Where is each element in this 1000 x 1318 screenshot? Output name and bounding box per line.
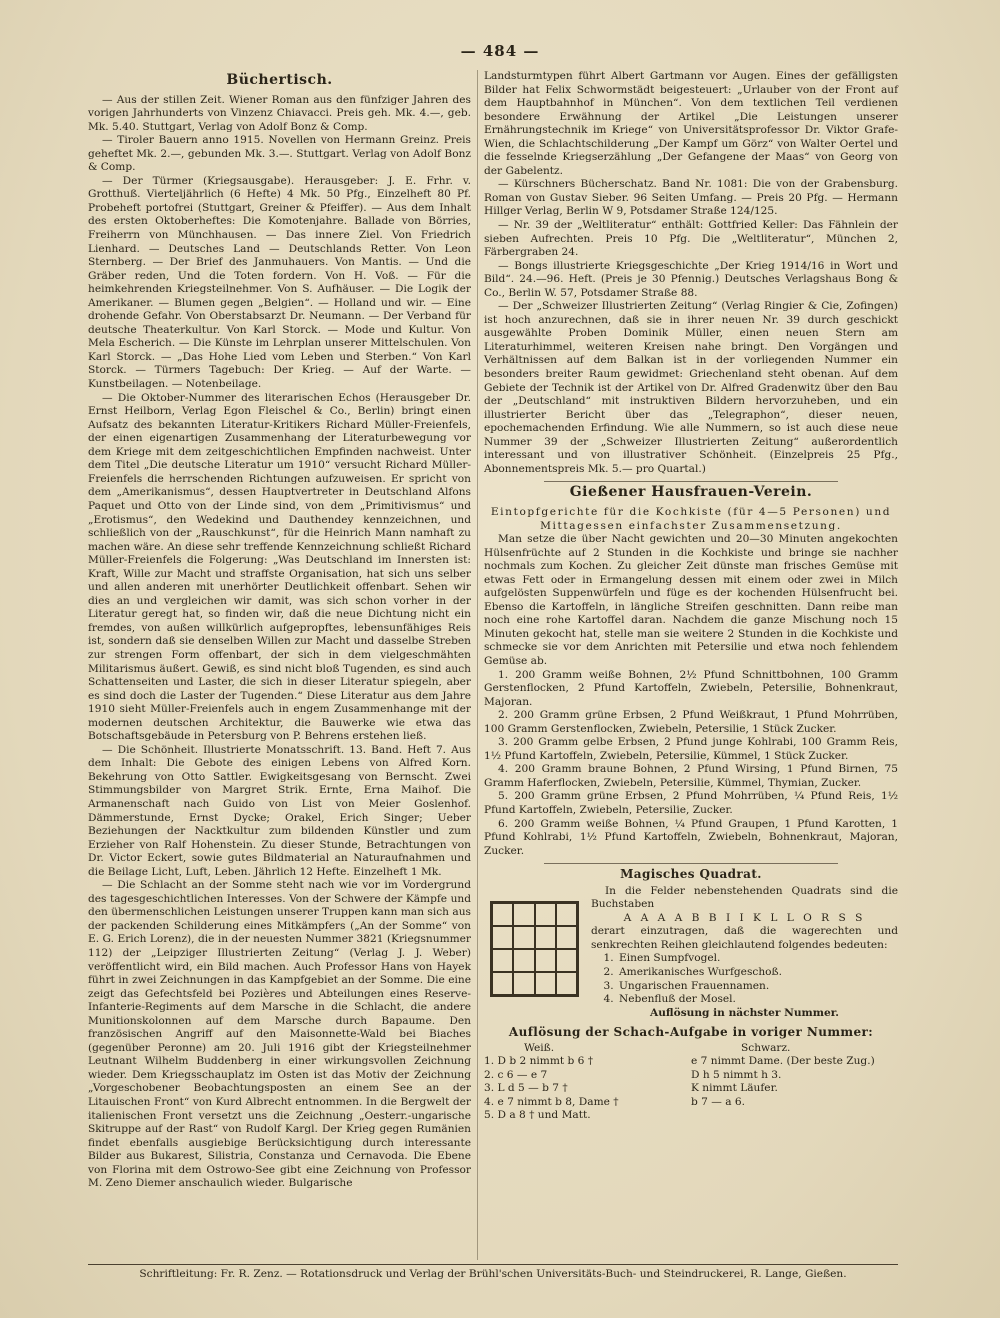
- footer-rule: [88, 1264, 898, 1265]
- book-review: — Kürschners Bücherschatz. Band Nr. 1081: Die von der Grabensburg. Roman von Gustav Sieber. 96 Seiten Umfang. — Preis 20 Pfg. — Hermann Hillger Verlag, Berlin W 9, Potsdamer Straße 124/125.: [484, 178, 898, 218]
- quadrat-item: 4. Nebenfluß der Mosel.: [617, 993, 898, 1007]
- chess-black-move: K nimmt Läufer.: [691, 1082, 778, 1095]
- page-number: — 484 —: [460, 42, 540, 60]
- quadrat-item: 2. Amerikanisches Wurfgeschoß.: [617, 966, 898, 980]
- quadrat-item: 3. Ungarischen Frauennamen.: [617, 980, 898, 994]
- quadrat-block: [484, 885, 898, 1020]
- recipe-item: 2. 200 Gramm grüne Erbsen, 2 Pfund Weißkraut, 1 Pfund Mohrrüben, 100 Gramm Gerstenflocken, Zwiebeln, Petersilie, 1 Stück Zucker.: [484, 709, 898, 735]
- recipe-item: 4. 200 Gramm braune Bohnen, 2 Pfund Wirsing, 1 Pfund Birnen, 75 Gramm Haferflocken, Zwiebeln, Petersilie, Kümmel, Thymian, Zucker.: [484, 763, 898, 789]
- quadrat-list: [591, 952, 898, 1006]
- quadrat-letters: A A A A B B I I K L L O R S S: [623, 911, 866, 924]
- chess-black-move: b 7 — a 6.: [691, 1095, 746, 1108]
- quadrat-item: 1. Einen Sumpfvogel.: [617, 952, 898, 966]
- quadrat-solution-note: Auflösung in nächster Nummer.: [650, 1006, 839, 1019]
- hausfrauen-heading: Gießener Hausfrauen-Verein.: [569, 484, 813, 501]
- section-divider: [544, 481, 838, 482]
- chess-white-move: 4. e 7 nimmt b 8, Dame †: [484, 1095, 619, 1108]
- right-column: [484, 70, 898, 1123]
- column-divider: [477, 70, 478, 1260]
- chess-white-label: Weiß.: [524, 1041, 555, 1054]
- quadrat-instruction: derart einzutragen, daß die wagerechten und senkrechten Reihen gleichlautend folgendes bedeuten:: [591, 925, 898, 951]
- recipe-item: 6. 200 Gramm weiße Bohnen, ¼ Pfund Graupen, 1 Pfund Karotten, 1 Pfund Kohlrabi, 1½ Pfund Kartoffeln, Zwiebeln, Bohnenkraut, Majoran, Zucker.: [484, 817, 898, 857]
- book-review: — Der Türmer (Kriegsausgabe). Herausgeber: J. E. Frhr. v. Grotthuß. Vierteljährlich (6 Hefte) 4 Mk. 50 Pfg., Einzelheft 80 Pf. Probeheft portofrei (Stuttgart, Greiner & Pfeiffer). — Aus dem Inhalt des ersten Oktoberheftes: Die Komotenjahre. Ballade von Börries, Freiherrn von Münchhausen. — Das innere Ziel. Von Friedrich Lienhard. — Deutsches Land — Deutschlands Retter. Von Leon Sternberg. — Der Brief des Janmuhauers. Von Mantis. — Und die Gräber reden, Und die Toten fordern. Von H. Voß. — Für die heimkehrenden Kriegsteilnehmer. Von S. Aufhäuser. — Die Logik der Amerikaner. — Blumen gegen „Belgien“. — Holland und wir. — Eine drohende Gefahr. Von Oberstabsarzt Dr. Neumann. — Der Verband für deutsche Theaterkultur. Von Karl Storck. — Mode und Kultur. Von Mela Escherich. — Die Künste im Lehrplan unserer Mittelschulen. Von Karl Storck. — „Das Hohe Lied vom Leben und Sterben.“ Von Karl Storck. — Türmers Tagebuch: Der Krieg. — Auf der Warte. — Kunstbeilagen. — Notenbeilage.: [88, 174, 471, 391]
- recipe-item: 3. 200 Gramm gelbe Erbsen, 2 Pfund junge Kohlrabi, 100 Gramm Reis, 1½ Pfund Kartoffeln, Zwiebeln, Petersilie, Kümmel, 1 Stück Zucker.: [484, 736, 898, 762]
- chess-heading: Auflösung der Schach-Aufgabe in voriger Nummer:: [508, 1025, 874, 1040]
- quadrat-heading: Magisches Quadrat.: [620, 867, 762, 882]
- chess-column-labels: [484, 1042, 898, 1056]
- book-review: — Der „Schweizer Illustrierten Zeitung“ (Verlag Ringier & Cie, Zofingen) ist hoch anzurechnen, daß sie in ihrer neuen Nr. 39 durch geschickt ausgewählte Proben Dominik Müller, einen neuen Stern am Literaturhimmel, weiteren Kreisen nahe bringt. Den Vorgängen und Verhältnissen auf dem Balkan ist in der vorliegenden Nummer ein besonders breiter Raum gewidmet: Griechenland steht obenan. Auf dem Gebiete der Technik ist der Artikel von Dr. Alfred Gradenwitz über den Bau der „Deutschland“ mit instruktiven Bildern hervorzuheben, und ein illustrierter Bericht über das „Telegraphon“, dieser neuen, epochemachenden Erfindung. Wie alle Nummern, so ist auch diese neue Nummer 39 der „Schweizer Illustrierten Zeitung“ außerordentlich interessant und von illustrativer Schönheit. (Einzelpreis 25 Pfg., Abonnementspreis Mk. 5.— pro Quartal.): [484, 300, 898, 475]
- chess-move-row: [484, 1055, 898, 1069]
- book-review: — Tiroler Bauern anno 1915. Novellen von Hermann Greinz. Preis geheftet Mk. 2.—, gebunden Mk. 3.—. Stuttgart. Verlag von Adolf Bonz & Comp.: [88, 134, 471, 174]
- chess-move-row: [484, 1069, 898, 1083]
- left-column: [88, 70, 471, 1191]
- section-divider: [544, 863, 838, 864]
- recipe-intro: Man setze die über Nacht gewichten und 20—30 Minuten angekochten Hülsenfrüchte auf 2 Stunden in die Kochkiste und bringe sie nachher nochmals zum Kochen. Zu gleicher Zeit dünste man frisches Gemüse mit etwas Fett oder in Ermangelung dessen mit einem oder zwei in Milch aufgelösten Suppenwürfeln und füge es der kochenden Hülsenfrucht bei. Ebenso die Kartoffeln, in längliche Streifen geschnitten. Dann reibe man noch eine rohe Kartoffel daran. Nachdem die ganze Mischung noch 15 Minuten gekocht hat, stelle man sie weitere 2 Stunden in die Kochkiste und schmecke sie vor dem Anrichten mit Petersilie und etwa noch fehlendem Gemüse ab.: [484, 533, 898, 667]
- chess-black-label: Schwarz.: [741, 1041, 791, 1054]
- book-review: — Aus der stillen Zeit. Wiener Roman aus den fünfziger Jahren des vorigen Jahrhunderts von Vinzenz Chiavacci. Preis geh. Mk. 4.—, geb. Mk. 5.40. Stuttgart, Verlag von Adolf Bonz & Comp.: [88, 93, 471, 133]
- chess-black-move: e 7 nimmt Dame. (Der beste Zug.): [691, 1055, 875, 1068]
- magic-square-grid: [490, 901, 579, 997]
- chess-white-move: 5. D a 8 † und Matt.: [484, 1109, 591, 1122]
- chess-white-move: 1. D b 2 nimmt b 6 †: [484, 1055, 594, 1068]
- book-review: — Die Schönheit. Illustrierte Monatsschrift. 13. Band. Heft 7. Aus dem Inhalt: Die Gebote des einigen Lebens von Alfred Korn. Bekehrung von Otto Sattler. Ewigkeitsgesang von Bernscht. Zwei Stimmungsbilder von Margret Strik. Ernte, Erna Maihof. Die Armanenschaft nach Guido von List von Meier Goslenhof. Dämmerstunde, Ernst Dycke; Orakel, Erich Singer; Ueber Beziehungen der Nacktkultur zum bildenden Künstler und zum Erzieher von Ralf Hohenstein. Zu dieser Stunde, Betrachtungen von Dr. Victor Eckert, sowie gutes Bildmaterial an Naturaufnahmen und die Beilage Licht, Luft, Leben. Jährlich 12 Hefte. Einzelheft 1 Mk.: [88, 743, 471, 878]
- chess-white-move: 3. L d 5 — b 7 †: [484, 1082, 568, 1095]
- recipe-item: 1. 200 Gramm weiße Bohnen, 2½ Pfund Schnittbohnen, 100 Gramm Gerstenflocken, 2 Pfund Kartoffeln, Zwiebeln, Petersilie, Bohnenkraut, Majoran.: [484, 668, 898, 708]
- chess-solution: [484, 1026, 898, 1123]
- quadrat-intro: In die Felder nebenstehenden Quadrats sind die Buchstaben: [591, 884, 898, 911]
- chess-black-move: [691, 1109, 898, 1123]
- book-review: — Die Oktober-Nummer des literarischen Echos (Herausgeber Dr. Ernst Heilborn, Verlag Egon Fleischel & Co., Berlin) bringt einen Aufsatz des bekannten Literatur-Kritikers Richard Müller-Freienfels, der einen eigenartigen Zusammenhang der Literaturbewegung vor dem Kriege mit dem zeitgeschichtlichen Empfinden nachweist. Unter dem Titel „Die deutsche Literatur um 1910“ versucht Richard Müller-Freienfels die herrschenden Richtungen aufzuweisen. Er spricht von dem „Amerikanismus“, dessen Hauptvertreter in Deutschland Alfons Paquet und Otto von der Linde sind, von dem „Primitivismus“ und „Erotismus“, den Wedekind und Dauthendey kennzeichnen, und schließlich von der „Rauschkunst“, für die Heinrich Mann namhaft zu machen wäre. An diese sehr treffende Kennzeichnung schließt Richard Müller-Freienfels die Folgerung: „Was Deutschland im Innersten ist: Kraft, Wille zur Macht und straffste Organisation, hat sich uns selber und allen anderen mit unerhörter Deutlichkeit offenbart. Sehen wir dies an und vergleichen wir damit, was sich schon vorher in der Literatur geregt hat, so finden wir, daß die neue Dichtung nicht ein fremdes, von außen willkürlich aufgepropftes, lebensunfähiges Reis ist, sondern daß sie denselben Willen zur Macht und dasselbe Streben zur strengen Form offenbart, der sich in dem vielgeschmähten Militarismus äußert. Gewiß, es sind nicht bloß Tugenden, es sind auch Schattenseiten und Laster, die sich in dieser Literatur spiegeln, aber es sind doch die Laster der Tugenden.“ Diese Literatur aus dem Jahre 1910 sieht Müller-Freienfels auch in engem Zusammenhange mit der modernen deutschen Architektur, die Bauwerke wie etwa das Botschaftsgebäude in Petersburg von P. Behrens erstehen ließ.: [88, 391, 471, 743]
- book-review: — Die Schlacht an der Somme steht nach wie vor im Vordergrund des tagesgeschichtlichen Interesses. Von der Schwere der Kämpfe und den übermenschlichen Leistungen unserer Truppen kann man sich aus der packenden Schilderung eines Mitkämpfers („An der Somme“ von E. G. Erich Lorenz), die in der neuesten Nummer 3821 (Kriegsnummer 112) der „Leipziger Illustrierten Zeitung“ (Verlag J. J. Weber) veröffentlicht wird, ein Bild machen. Auch Professor Hans von Hayek führt in zwei Zeichnungen in das Kampfgebiet an der Somme. Die eine zeigt das Gefechtsfeld bei Pozières und Abteilungen eines Reserve-Infanterie-Regiments auf dem Marsche in die Schlacht, die andere Munitionskolonnen auf dem Marsche durch Bapaume. Den französischen Angriff auf den Maisonnette-Wald bei Biaches (gegenüber Peronne) am 20. Juli 1916 gibt der Kriegsteilnehmer Leutnant Wilhelm Buddenberg in einer wirkungsvollen Zeichnung wieder. Dem Kriegsschauplatz im Osten ist das Motiv der Zeichnung „Vorgeschobener Beobachtungsposten an einem See an der Litauischen Front“ von Kurd Albrecht entnommen. In die Bergwelt der italienischen Front versetzt uns die Zeichnung „Oesterr.-ungarische Skitruppe auf der Rast“ von Rudolf Kargl. Der Krieg gegen Rumänien findet ebenfalls ausgiebige Berücksichtigung durch interessante Bilder aus Bukarest, Silistria, Constanza und Cernavoda. Die Ebene von Florina mit dem Ostrowo-See gibt eine Zeichnung von Professor M. Zeno Diemer anschaulich wieder. Bulgarische: [88, 879, 471, 1190]
- hausfrauen-subheading: Eintopfgerichte für die Kochkiste (für 4—5 Personen) und Mittagessen einfachster Zusammensetzung.: [490, 505, 892, 532]
- chess-white-move: 2. c 6 — e 7: [484, 1068, 548, 1081]
- chess-black-move: D h 5 nimmt h 3.: [691, 1068, 782, 1081]
- quadrat-text: [591, 885, 898, 1020]
- recipe-item: 5. 200 Gramm grüne Erbsen, 2 Pfund Mohrrüben, ¼ Pfund Reis, 1½ Pfund Kartoffeln, Zwiebeln, Petersilie, Zucker.: [484, 790, 898, 816]
- book-review: Landsturmtypen führt Albert Gartmann vor Augen. Eines der gefälligsten Bilder hat Felix Schwormstädt beigesteuert: „Urlauber von der Front auf dem Hauptbahnhof in München“. Von dem textlichen Teil verdienen besondere Erwähnung der Artikel „Die Leistungen unserer Ernährungstechnik im Kriege“ von Universitätsprofessor Dr. Viktor Grafe-Wien, die Schlachtschilderung „Der Kampf um Görz“ von Walter Oertel und die fesselnde Kriegserzählung „Der Gefangene der Maas“ von Georg von der Gabelentz.: [484, 70, 898, 177]
- chess-move-row: [484, 1096, 898, 1110]
- chess-move-row: [484, 1082, 898, 1096]
- book-review: — Bongs illustrierte Kriegsgeschichte „Der Krieg 1914/16 in Wort und Bild“. 24.—96. Heft. (Preis je 30 Pfennig.) Deutsches Verlagshaus Bong & Co., Berlin W. 57, Potsdamer Straße 88.: [484, 259, 898, 299]
- buechertisch-heading: Büchertisch.: [226, 72, 333, 88]
- chess-move-row: [484, 1109, 898, 1123]
- book-review: — Nr. 39 der „Weltliteratur“ enthält: Gottfried Keller: Das Fähnlein der sieben Aufrechten. Preis 10 Pfg. Die „Weltliteratur“, München 2, Färbergraben 24.: [484, 219, 898, 259]
- imprint-footer: Schriftleitung: Fr. R. Zenz. — Rotationsdruck und Verlag der Brühl'schen Universitäts-Buch- und Steindruckerei, R. Lange, Gießen.: [139, 1268, 847, 1280]
